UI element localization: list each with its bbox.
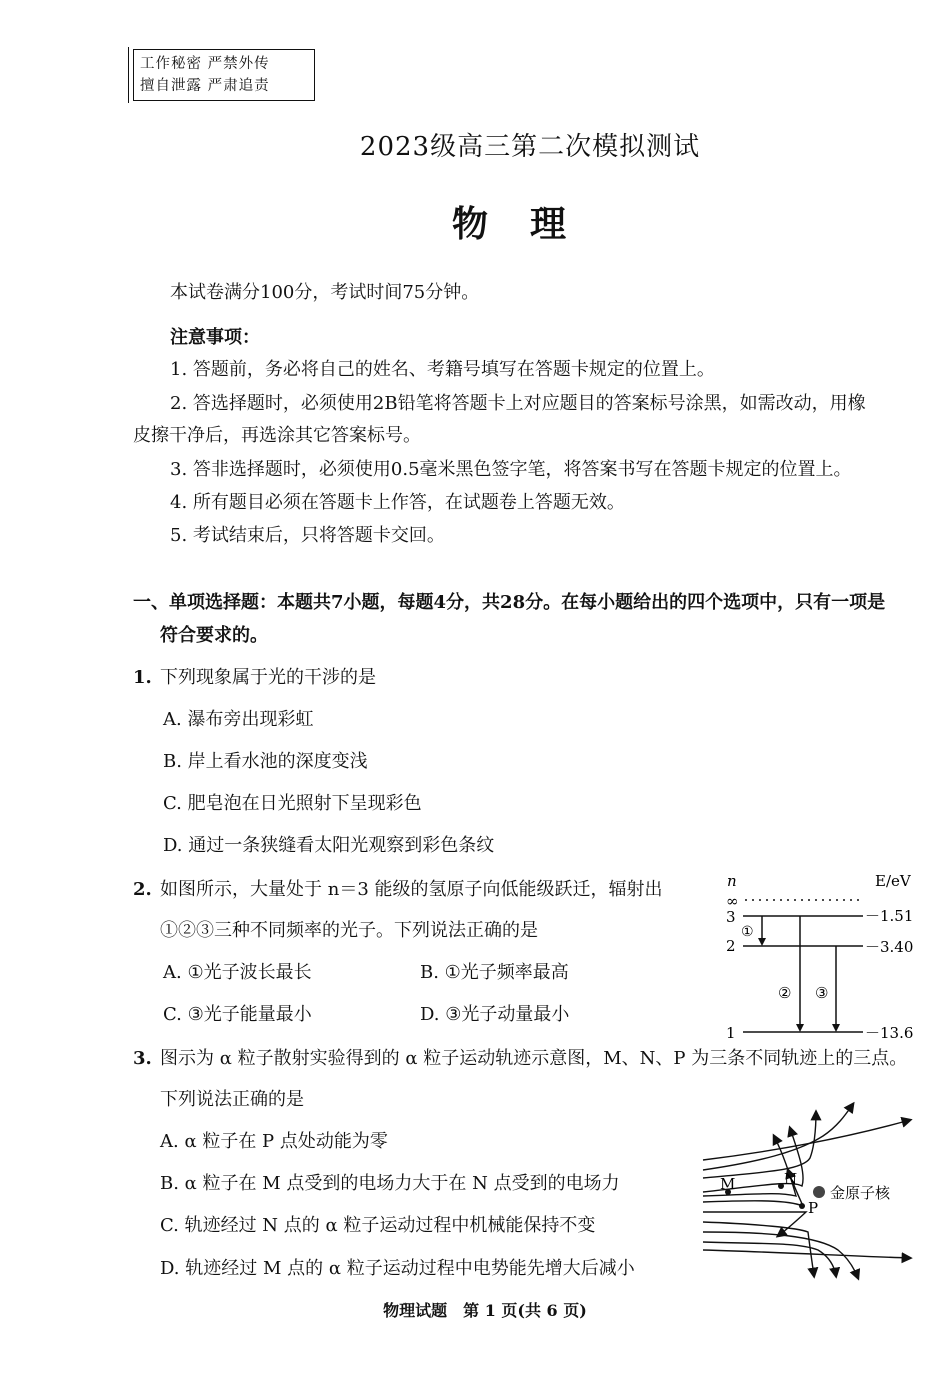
label-p: P (808, 1199, 819, 1217)
q3-stem-1: 图示为 α 粒子散射实验得到的 α 粒子运动轨迹示意图，M、N、P 为三条不同轨迹上的三点。 (160, 1048, 908, 1069)
level-2-number: 2 (726, 937, 736, 955)
alpha-scattering-diagram (698, 1100, 923, 1285)
q3-option-c: C. 轨迹经过 N 点的 α 粒子运动过程中机械能保持不变 (160, 1215, 596, 1236)
q3-option-d: D. 轨迹经过 M 点的 α 粒子运动过程中电势能先增大后减小 (160, 1258, 635, 1279)
q3-option-b: B. α 粒子在 M 点受到的电场力大于在 N 点受到的电场力 (160, 1173, 620, 1194)
label-m: M (720, 1175, 736, 1193)
transition-2-label: ② (778, 984, 792, 1002)
notice-heading: 注意事项： (170, 327, 260, 348)
q2-stem-2: ①②③三种不同频率的光子。下列说法正确的是 (160, 920, 538, 941)
intro-text: 本试卷满分100分，考试时间75分钟。 (170, 282, 480, 303)
subject-title: 物理 (451, 203, 608, 245)
q2-option-d: D. ③光子动量最小 (420, 1004, 570, 1025)
q3-option-a: A. α 粒子在 P 点处动能为零 (160, 1131, 388, 1152)
level-1-energy: －13.6 (865, 1024, 914, 1042)
transition-2-arrowhead (796, 1024, 804, 1032)
q2-option-a: A. ①光子波长最长 (163, 962, 312, 983)
notice-item-2: 2. 答选择题时，必须使用2B铅笔将答题卡上对应题目的答案标号涂黑，如需改动，用橡 (170, 393, 866, 414)
level-inf-number: ∞ (726, 892, 739, 910)
energy-level-diagram (715, 868, 925, 1048)
point-p (799, 1203, 805, 1209)
notice-item-4: 4. 所有题目必须在答题卡上作答，在试题卷上答题无效。 (170, 492, 625, 513)
q2-option-b: B. ①光子频率最高 (420, 962, 569, 983)
transition-3-arrowhead (832, 1024, 840, 1032)
trajectory-top (703, 1120, 910, 1160)
level-1-number: 1 (726, 1024, 736, 1042)
q3-stem-2: 下列说法正确的是 (160, 1089, 304, 1110)
q1-number: 1. (133, 667, 152, 688)
trajectory-bottom (703, 1250, 910, 1258)
stamp-line-2: 擅自泄露 严肃追责 (140, 78, 270, 94)
level-3-number: 3 (726, 908, 736, 926)
q1-stem: 下列现象属于光的干涉的是 (160, 667, 376, 688)
level-2-energy: －3.40 (865, 938, 914, 956)
transition-1-label: ① (741, 924, 754, 940)
transition-1-arrowhead (758, 938, 766, 946)
q3-number: 3. (133, 1048, 152, 1069)
page-footer: 物理试题 第 1 页(共 6 页) (383, 1301, 587, 1320)
q2-option-c: C. ③光子能量最小 (163, 1004, 312, 1025)
exam-title: 2023级高三第二次模拟测试 (359, 132, 701, 162)
n-axis-label: n (727, 872, 737, 890)
confidential-stamp (133, 49, 315, 101)
section-1-heading-cont: 符合要求的。 (160, 625, 268, 646)
level-3-energy: －1.51 (865, 907, 914, 925)
q2-number: 2. (133, 879, 152, 900)
q1-option-c: C. 肥皂泡在日光照射下呈现彩色 (163, 793, 422, 814)
trajectory-upper-deflect (703, 1104, 853, 1170)
trajectory-lower-mid (703, 1242, 836, 1276)
q1-option-d: D. 通过一条狭缝看太阳光观察到彩色条纹 (163, 835, 495, 856)
trajectory-p (703, 1222, 814, 1276)
notice-item-2-cont: 皮擦干净后，再选涂其它答案标号。 (133, 425, 421, 446)
q1-option-a: A. 瀑布旁出现彩虹 (163, 709, 314, 730)
q1-option-b: B. 岸上看水池的深度变浅 (163, 751, 368, 772)
stamp-line-1: 工作秘密 严禁外传 (140, 56, 270, 72)
notice-item-1: 1. 答题前，务必将自己的姓名、考籍号填写在答题卡规定的位置上。 (170, 359, 715, 380)
transition-3-label: ③ (815, 984, 829, 1002)
gold-nucleus (813, 1186, 825, 1198)
section-1-heading: 一、单项选择题：本题共7小题，每题4分，共28分。在每小题给出的四个选项中，只有一项是 (133, 592, 886, 613)
energy-axis-label: E/eV (875, 872, 911, 890)
gold-nucleus-label: 金原子核 (830, 1184, 891, 1202)
notice-item-5: 5. 考试结束后，只将答题卡交回。 (170, 525, 445, 546)
q2-stem-1: 如图所示，大量处于 n＝3 能级的氢原子向低能级跃迁，辐射出 (160, 879, 663, 900)
label-n: N (784, 1170, 798, 1188)
notice-item-3: 3. 答非选择题时，必须使用0.5毫米黑色签字笔，将答案书写在答题卡规定的位置上。 (170, 459, 852, 480)
